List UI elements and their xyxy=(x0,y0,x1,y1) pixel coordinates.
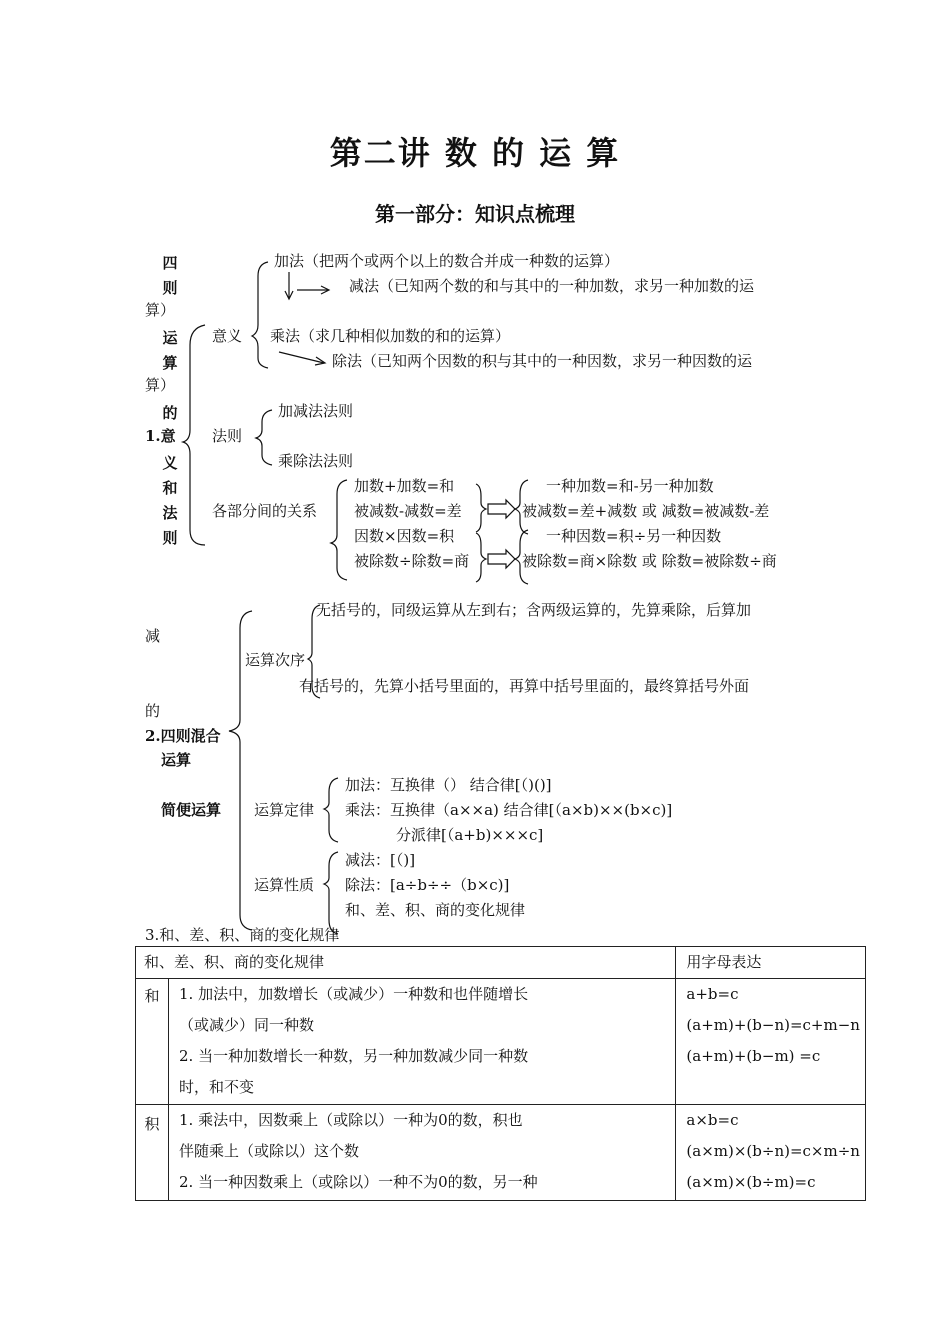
law-distributive: 分派律[（a+b)×××c] xyxy=(396,826,544,844)
table-row xyxy=(136,1105,866,1201)
section2-heading-cont: 运算 xyxy=(161,751,192,769)
simple-calc-label: 简便运算 xyxy=(161,801,222,819)
wrapped-text-fragment: 算） xyxy=(145,376,176,394)
rule-line: 时，和不变 xyxy=(179,1078,255,1096)
vertical-title-char: 则 xyxy=(162,279,178,297)
multiplication-definition: 乘法（求几种相似加数的和的运算） xyxy=(270,327,511,345)
wrapped-text-fragment: 减 xyxy=(145,627,161,645)
prop-division: 除法：[a÷b÷÷（b×c)] xyxy=(345,876,510,894)
relation-left: 被除数÷除数=商 xyxy=(354,552,470,570)
rule-line: 1. 乘法中，因数乘上（或除以）一种为0的数，积也 xyxy=(179,1111,523,1129)
vertical-title-char: 和 xyxy=(162,479,178,497)
law-multiplication: 乘法：互换律（a××a) 结合律[（a×b)××(b×c)] xyxy=(345,801,673,819)
formula-line: a×b=c xyxy=(686,1111,739,1129)
relation-left: 被减数-减数=差 xyxy=(354,502,462,520)
add-sub-rule: 加减法法则 xyxy=(278,402,354,420)
relation-right: 一种因数=积÷另一种因数 xyxy=(546,527,722,545)
vertical-title-char: 的 xyxy=(162,404,178,422)
law-addition: 加法：互换律（） 结合律[（)()] xyxy=(345,776,552,794)
page-title: 第二讲 数 的 运 算 xyxy=(329,134,621,172)
rule-line: 伴随乘上（或除以）这个数 xyxy=(179,1142,360,1160)
addition-definition: 加法（把两个或两个以上的数合并成一种数的运算） xyxy=(274,252,620,270)
mul-div-rule: 乘除法法则 xyxy=(278,452,354,470)
table-row xyxy=(136,979,866,1105)
rule-line: 1. 加法中，加数增长（或减少）一种数和也伴随增长 xyxy=(179,985,529,1003)
laws-label: 运算定律 xyxy=(254,801,315,819)
section3-heading: 3.和、差、积、商的变化规律 xyxy=(145,926,340,944)
formula-line: (a+m)+(b−m) =c xyxy=(686,1047,821,1065)
section2-heading: 2.四则混合 xyxy=(145,727,221,745)
vertical-title-char: 法 xyxy=(162,504,178,522)
table-header-cell: 用字母表达 xyxy=(676,947,866,979)
row-label: 和 xyxy=(136,979,169,1105)
wrapped-text-fragment: 算） xyxy=(145,301,176,319)
relation-right: 一种加数=和-另一种加数 xyxy=(546,477,714,495)
row-label: 积 xyxy=(136,1105,169,1201)
vertical-title-char: 算 xyxy=(162,354,178,372)
vertical-title-char: 四 xyxy=(162,254,178,272)
division-definition: 除法（已知两个因数的积与其中的一种因数，求另一种因数的运 xyxy=(332,352,753,370)
section1-number-label: 1.意 xyxy=(145,427,176,445)
order-paren: 有括号的，先算小括号里面的，再算中括号里面的，最终算括号外面 xyxy=(299,677,750,695)
relation-right: 被除数=商×除数 或 除数=被除数÷商 xyxy=(522,552,777,570)
vertical-title-char: 运 xyxy=(162,329,178,347)
vertical-title-char: 义 xyxy=(162,454,178,472)
rules-label: 法则 xyxy=(212,427,243,445)
order-no-paren: 无括号的，同级运算从左到右；含两级运算的，先算乘除，后算加 xyxy=(316,601,752,619)
subtraction-definition: 减法（已知两个数的和与其中的一种加数，求另一种加数的运 xyxy=(349,277,755,295)
meaning-label: 意义 xyxy=(212,327,243,345)
order-label: 运算次序 xyxy=(245,651,306,669)
relation-left: 因数×因数=积 xyxy=(354,527,455,545)
formula-line: a+b=c xyxy=(686,985,739,1003)
prop-change: 和、差、积、商的变化规律 xyxy=(345,901,526,919)
formula-line: (a+m)+(b−n)=c+m−n xyxy=(686,1016,860,1034)
relation-right: 被减数=差+减数 或 减数=被减数-差 xyxy=(522,502,770,520)
section-subtitle: 第一部分：知识点梳理 xyxy=(375,202,575,226)
wrapped-text-fragment: 的 xyxy=(145,702,161,720)
rules-table xyxy=(135,946,866,1201)
vertical-title-char: 则 xyxy=(162,529,178,547)
rule-line: 2. 当一种因数乘上（或除以）一种不为0的数，另一种 xyxy=(179,1173,538,1191)
table-header-cell: 和、差、积、商的变化规律 xyxy=(136,947,676,979)
formula-line: (a×m)×(b÷n)=c×m÷n xyxy=(686,1142,860,1160)
rule-line: 2. 当一种加数增长一种数，另一种加数减少同一种数 xyxy=(179,1047,529,1065)
relation-label: 各部分间的关系 xyxy=(212,502,318,520)
props-label: 运算性质 xyxy=(254,876,315,894)
relation-left: 加数+加数=和 xyxy=(354,477,455,495)
prop-subtraction: 减法：[（)] xyxy=(345,851,416,869)
rule-line: （或减少）同一种数 xyxy=(179,1016,315,1034)
formula-line: (a×m)×(b÷m)=c xyxy=(686,1173,816,1191)
